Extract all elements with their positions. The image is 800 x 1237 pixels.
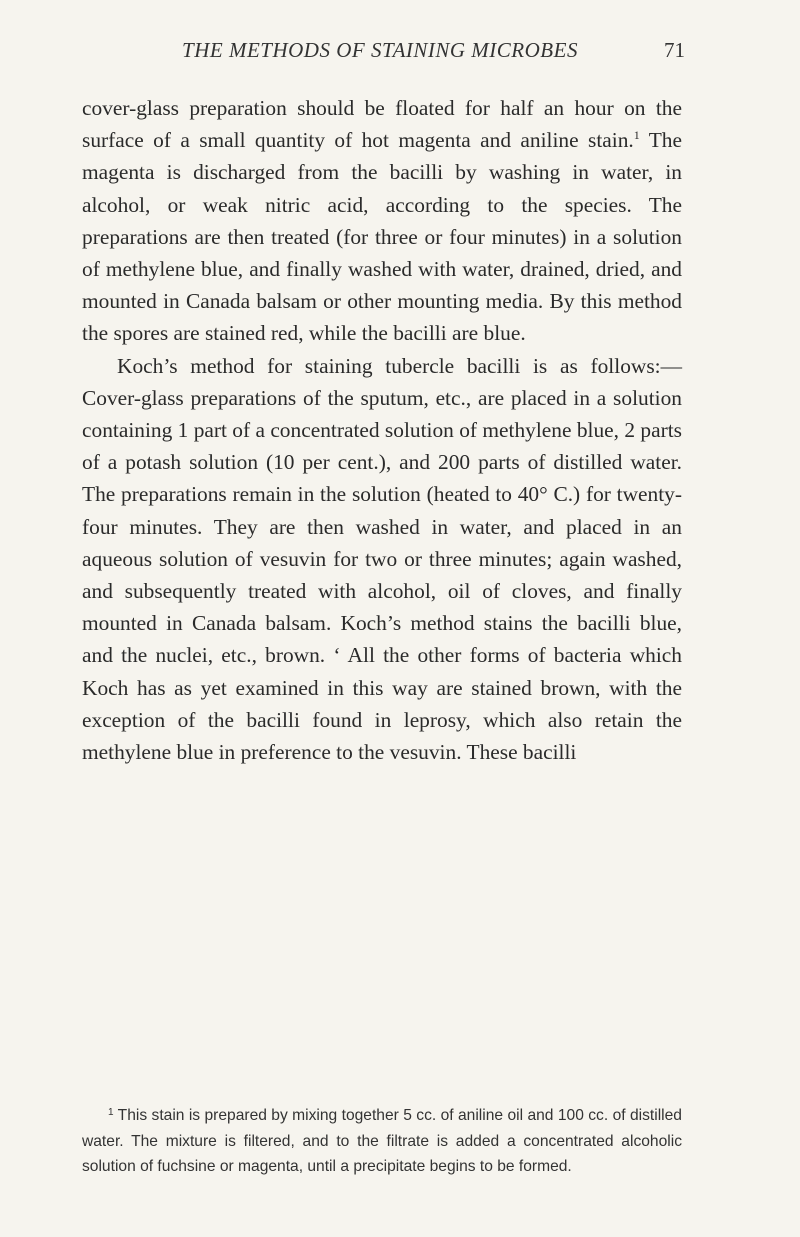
paragraph-1-part-a: cover-glass preparation should be floated for half an hour on the surface of a small quantity of hot magenta and aniline stain. — [82, 96, 682, 153]
footnote-marker: 1 — [108, 1107, 114, 1118]
body-text — [82, 92, 682, 768]
running-head: THE METHODS OF STAINING MICROBES — [182, 38, 578, 62]
footnote-paragraph — [82, 1103, 682, 1180]
paragraph-1-part-b: The magenta is discharged from the bacilli by washing in water, in alcohol, or weak nitric acid, according to the species. The preparations are then treated (for three or four minutes) in a solution of methylene blue, and finally washed with water, drained, dried, and mounted in Canada balsam or other mounting media. By this method the spores are stained red, while the bacilli are blue. — [82, 128, 682, 346]
page-number: 71 — [664, 38, 685, 62]
footnote — [82, 1103, 682, 1180]
footnote-text: This stain is prepared by mixing together 5 cc. of aniline oil and 100 cc. of distilled water. The mixture is filtered, and to the filtrate is added a concentrated alcoholic solution of fuchsine or magenta, until a precipitate begins to be formed. — [82, 1107, 682, 1175]
paragraph-2: Koch’s method for staining tubercle bacilli is as follows:—Cover-glass preparations of the sputum, etc., are placed in a solution containing 1 part of a concentrated solution of methylene blue, 2 parts of a potash solution (10 per cent.), and 200 parts of distilled water. The preparations remain in the solution (heated to 40° C.) for twenty-four minutes. They are then washed in water, and placed in an aqueous solution of vesuvin for two or three minutes; again washed, and subsequently treated with alcohol, oil of cloves, and finally mounted in Canada balsam. Koch’s method stains the bacilli blue, and the nuclei, etc., brown. ‘ All the other forms of bacteria which Koch has as yet examined in this way are stained brown, with the exception of the bacilli found in leprosy, which also retain the methylene blue in preference to the vesuvin. These bacilli — [82, 353, 682, 765]
paragraph-1 — [82, 92, 682, 350]
footnote-reference: 1 — [633, 128, 640, 143]
